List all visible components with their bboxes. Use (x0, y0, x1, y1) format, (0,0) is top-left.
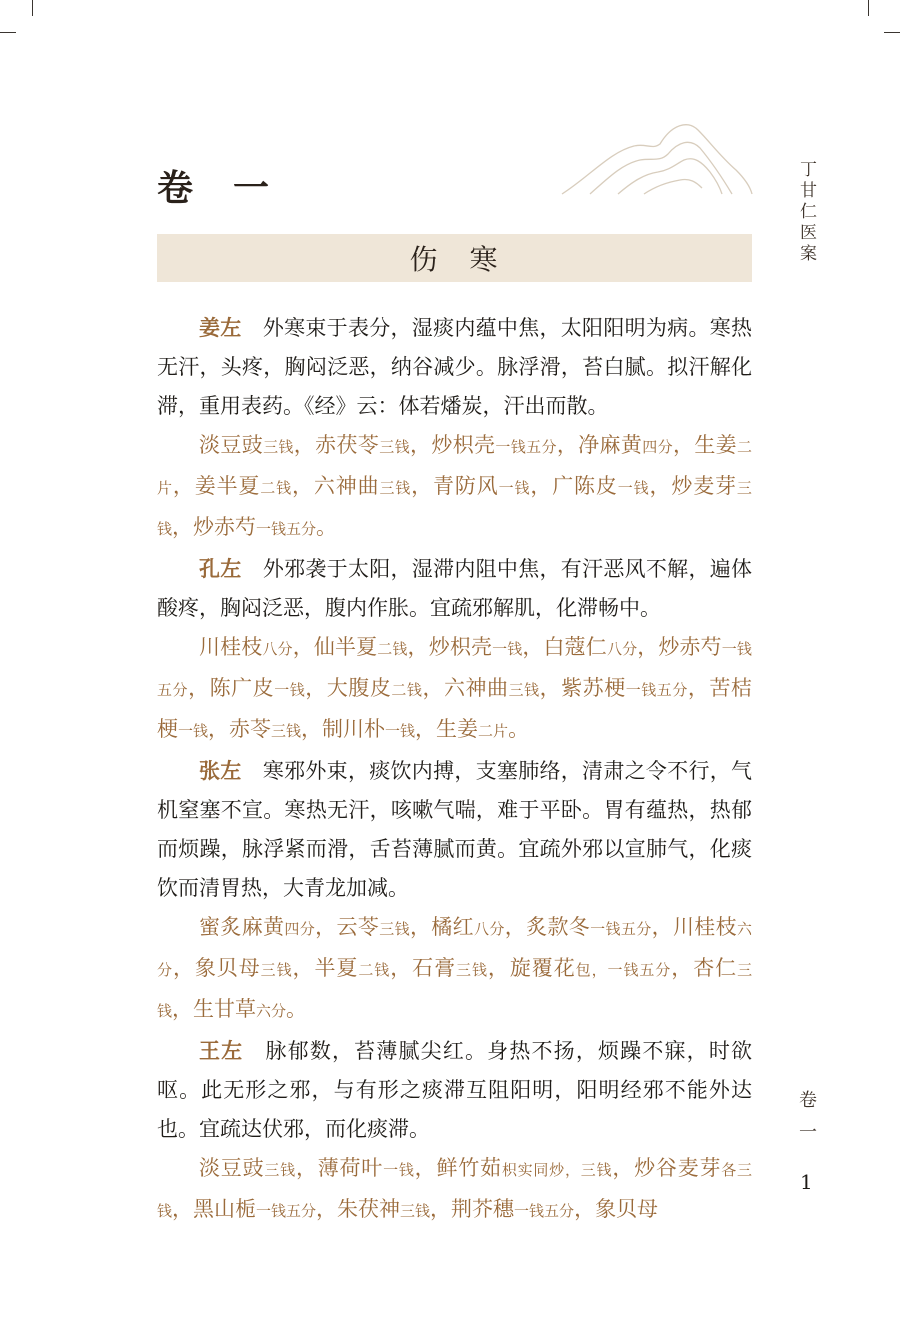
herb-name: 炒赤芍 (658, 635, 722, 659)
herb-name: 六神曲 (443, 676, 509, 700)
herb-dose: 八分 (262, 640, 293, 658)
herb-name: 炒枳壳 (431, 433, 496, 457)
herb-name: 六神曲 (313, 474, 380, 498)
herb-dose: 一钱 (617, 479, 650, 497)
separator: ， (292, 474, 314, 498)
separator: ， (292, 635, 314, 659)
herb-dose: 二片 (478, 722, 509, 740)
herb-dose: 三钱 (260, 961, 293, 979)
herb-name: 姜半夏 (194, 474, 261, 498)
patient-name: 张左 (199, 758, 242, 783)
separator: ， (172, 515, 194, 539)
herb-dose: 六分 (157, 920, 753, 979)
separator: ， (305, 676, 327, 700)
herb-dose: 一钱 (383, 1161, 415, 1179)
prescription (157, 628, 752, 751)
herb-name: 朱茯神 (337, 1197, 401, 1221)
prescription (157, 908, 752, 1031)
herb-dose: 八分 (606, 640, 638, 658)
herb-name: 蜜炙麻黄 (199, 915, 285, 939)
separator: ， (539, 676, 562, 700)
separator: ， (574, 1197, 596, 1221)
herb-dose: 三钱 (379, 438, 410, 456)
herb-dose: 三钱 (379, 920, 410, 938)
page-number: 1 (800, 1170, 813, 1194)
running-volume-label: 卷一 (796, 1090, 817, 1154)
herb-name: 川桂枝 (199, 635, 263, 659)
herb-dose: 三钱 (508, 681, 540, 699)
herb-name: 淡豆豉 (199, 433, 264, 457)
crop-mark (32, 0, 33, 16)
separator: 。 (286, 997, 308, 1021)
herb-dose: 三钱 (271, 722, 302, 740)
herb-name: 象贝母 (595, 1197, 659, 1221)
herb-name: 大腹皮 (326, 676, 392, 700)
mountain-ornament (560, 116, 754, 196)
separator: ， (487, 956, 510, 980)
separator: ， (295, 1156, 318, 1180)
crop-mark (0, 32, 16, 33)
case-paragraph (157, 549, 752, 628)
separator: ， (522, 635, 544, 659)
separator: ， (637, 635, 659, 659)
herb-dose: 二钱 (358, 961, 391, 979)
case-description: 脉郁数，苔薄腻尖红。身热不扬，烦躁不寐，时欲呕。此无形之邪，与有形之痰滞互阻阳明，阳明经邪不能外达也。宜疏达伏邪，而化痰滞。 (157, 1039, 753, 1141)
herb-dose: 二钱 (377, 640, 408, 658)
chapter-title: 卷 一 (157, 167, 272, 209)
herb-dose: 四分 (642, 438, 673, 456)
separator: ， (430, 1197, 452, 1221)
separator: ， (293, 433, 316, 457)
herb-dose: 三钱 (264, 1161, 296, 1179)
separator: ， (422, 676, 444, 700)
herb-name: 旋覆花 (509, 956, 576, 980)
herb-dose: 各三钱 (157, 1161, 753, 1220)
separator: 。 (316, 515, 338, 539)
herb-dose: 一钱 (274, 681, 306, 699)
herb-name: 生甘草 (193, 997, 257, 1021)
herb-name: 杏仁 (693, 956, 738, 980)
herb-name: 象贝母 (194, 956, 261, 980)
herb-dose: 三钱 (157, 479, 752, 538)
herb-dose: 一钱五分 (157, 640, 752, 699)
herb-name: 赤苓 (229, 717, 272, 741)
separator: ， (649, 474, 672, 498)
herb-name: 橘红 (431, 915, 475, 939)
case-paragraph (157, 1031, 752, 1149)
herb-name: 淡豆豉 (199, 1156, 265, 1180)
separator: ， (411, 474, 434, 498)
separator: ， (301, 717, 323, 741)
separator: ， (172, 1197, 194, 1221)
case-description: 寒邪外束，痰饮内搏，支塞肺络，清肃之令不行，气机窒塞不宣。寒热无汗，咳嗽气喘，难于平卧。胃有蕴热，热郁而烦躁，脉浮紧而滑，舌苔薄腻而黄。宜疏外邪以宣肺气，化痰饮而清胃热，大青龙加减。 (157, 759, 753, 900)
herb-name: 青防风 (433, 474, 499, 498)
separator: ， (409, 433, 432, 457)
separator: ， (530, 474, 553, 498)
herb-dose: 一钱五分 (256, 1202, 317, 1220)
section-header-band (157, 234, 752, 282)
herb-dose: 六分 (256, 1002, 287, 1020)
herb-dose: 一钱五分 (514, 1202, 575, 1220)
herb-dose: 三钱 (400, 1202, 431, 1220)
crop-mark (884, 32, 900, 33)
herb-name: 川桂枝 (672, 915, 738, 939)
herb-dose: 一钱五分 (256, 520, 317, 538)
herb-name: 净麻黄 (578, 433, 643, 457)
separator: ， (672, 433, 695, 457)
separator: ， (315, 915, 337, 939)
separator: ， (188, 676, 210, 700)
herb-name: 鲜竹茹 (436, 1156, 502, 1180)
herb-dose: 一钱五分 (590, 920, 652, 938)
herb-name: 赤茯苓 (315, 433, 380, 457)
separator: ， (414, 1156, 437, 1180)
herb-name: 云苓 (336, 915, 380, 939)
herb-dose: 包，一钱五分 (575, 961, 672, 979)
case-list (157, 308, 752, 1231)
herb-name: 生姜 (694, 433, 738, 457)
separator: ， (612, 1156, 635, 1180)
herb-dose: 一钱 (498, 479, 531, 497)
section-title: 伤 寒 (409, 243, 500, 276)
herb-name: 薄荷叶 (317, 1156, 384, 1180)
herb-name: 炒麦芽 (671, 474, 737, 498)
herb-name: 半夏 (314, 956, 359, 980)
crop-mark (868, 0, 869, 16)
herb-dose: 三钱 (263, 438, 294, 456)
separator: ， (172, 474, 195, 498)
herb-dose: 一钱 (178, 722, 209, 740)
herb-name: 仙半夏 (313, 635, 378, 659)
separator: ， (292, 956, 315, 980)
separator: ， (556, 433, 579, 457)
herb-name: 炒谷麦芽 (634, 1156, 722, 1180)
patient-name: 姜左 (199, 315, 242, 340)
separator: ， (504, 915, 527, 939)
herb-name: 紫苏梗 (561, 676, 626, 700)
case-description: 外邪袭于太阳，湿滞内阻中焦，有汗恶风不解，遍体酸疼，胸闷泛恶，腹内作胀。宜疏邪解肌，化滞畅中。 (157, 557, 753, 620)
case-description: 外寒束于表分，湿痰内蕴中焦，太阳阳明为病。寒热无汗，头疼，胸闷泛恶，纳谷减少。脉浮滑，苔白腻。拟汗解化滞，重用表药。《经》云：体若燔炭，汗出而散。 (157, 316, 753, 418)
case-paragraph (157, 751, 752, 908)
herb-dose: 一钱五分 (625, 681, 688, 699)
prescription (157, 426, 752, 549)
separator: ， (671, 956, 694, 980)
herb-name: 陈广皮 (209, 676, 275, 700)
herb-dose: 枳实同炒，三钱 (501, 1161, 613, 1179)
herb-dose: 三钱 (379, 479, 412, 497)
herb-dose: 三钱 (157, 961, 753, 1020)
separator: 。 (508, 717, 530, 741)
prescription (157, 1149, 752, 1231)
herb-name: 苦桔梗 (157, 676, 752, 741)
herb-dose: 三钱 (456, 961, 488, 979)
herb-name: 白蔻仁 (543, 635, 607, 659)
herb-name: 石膏 (412, 956, 457, 980)
separator: ， (407, 635, 429, 659)
herb-name: 广陈皮 (552, 474, 618, 498)
herb-dose: 二片 (157, 438, 753, 497)
separator: ， (390, 956, 413, 980)
herb-name: 炒枳壳 (428, 635, 493, 659)
case-paragraph (157, 308, 752, 426)
herb-name: 黑山栀 (193, 1197, 257, 1221)
separator: ， (172, 997, 194, 1021)
separator: ， (208, 717, 230, 741)
running-book-title: 丁甘仁医案 (796, 160, 816, 265)
separator: ， (415, 717, 437, 741)
herb-name: 制川朴 (322, 717, 386, 741)
herb-dose: 八分 (474, 920, 505, 938)
herb-dose: 二钱 (391, 681, 423, 699)
separator: ， (316, 1197, 338, 1221)
herb-dose: 四分 (284, 920, 316, 938)
herb-dose: 一钱 (492, 640, 523, 658)
herb-name: 荆芥穗 (451, 1197, 515, 1221)
herb-name: 生姜 (436, 717, 479, 741)
herb-name: 炒赤芍 (193, 515, 257, 539)
separator: ， (651, 915, 673, 939)
separator: ， (687, 676, 710, 700)
patient-name: 孔左 (199, 556, 242, 581)
herb-name: 炙款冬 (526, 915, 591, 939)
separator: ， (172, 956, 195, 980)
herb-dose: 一钱 (385, 722, 416, 740)
separator: ， (409, 915, 432, 939)
patient-name: 王左 (199, 1038, 244, 1063)
herb-dose: 一钱五分 (495, 438, 557, 456)
herb-dose: 二钱 (260, 479, 293, 497)
